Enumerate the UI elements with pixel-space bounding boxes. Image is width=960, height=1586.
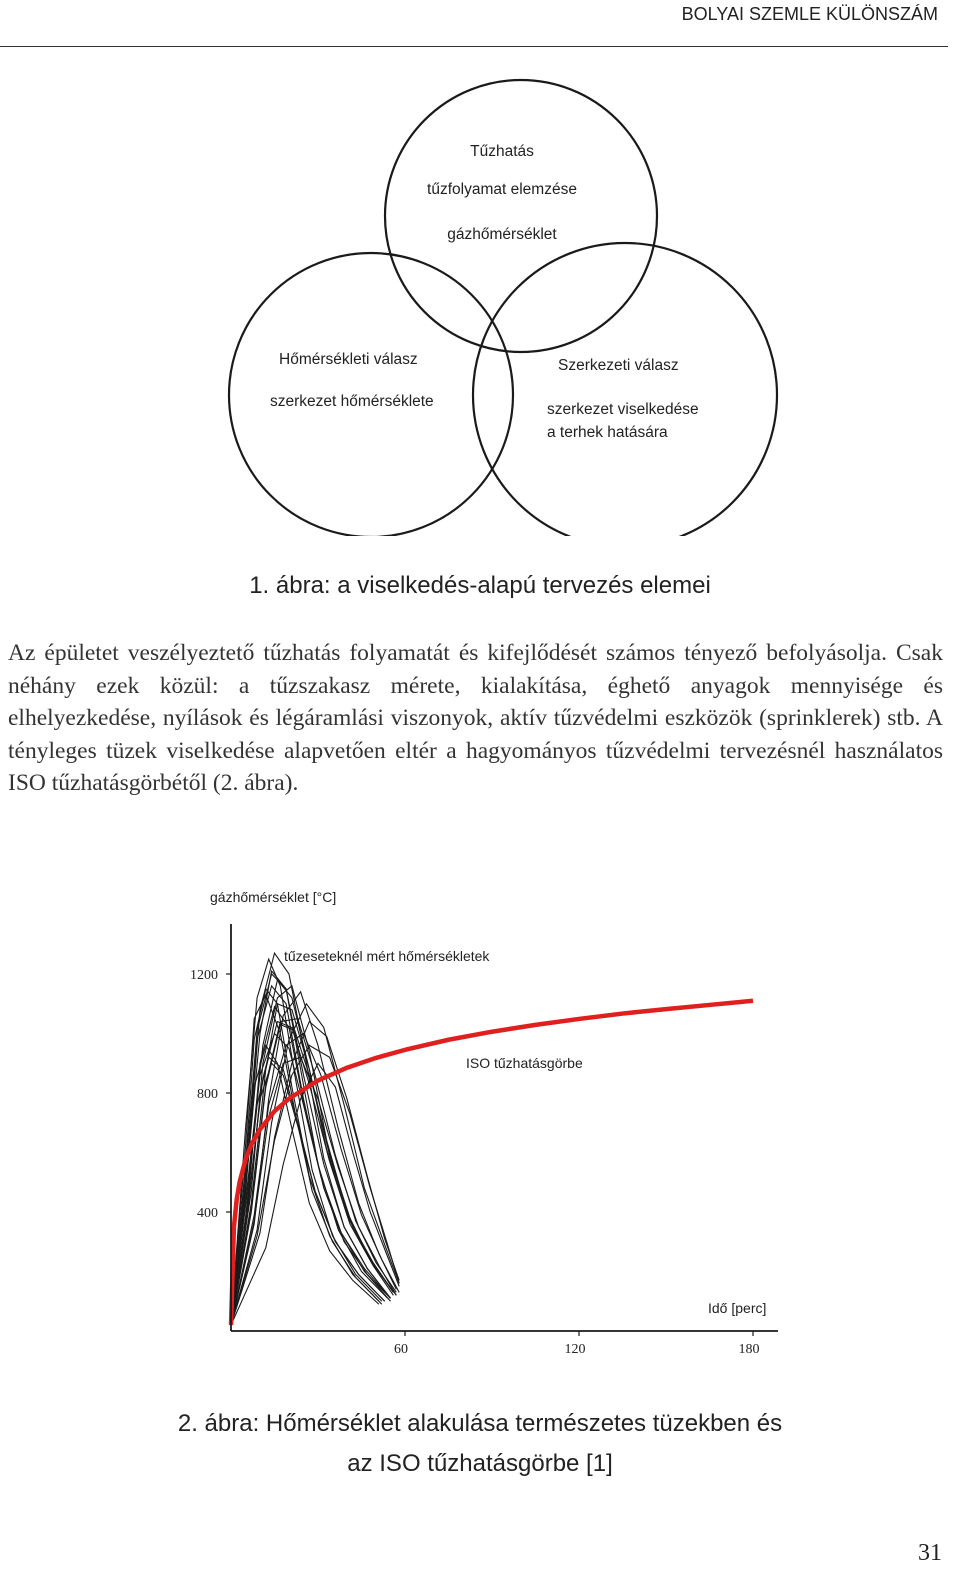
venn-circle-fire-action <box>385 80 657 352</box>
venn-top-line-3: gázhőmérséklet <box>447 226 557 243</box>
y-tick-label-800: 800 <box>197 1087 218 1102</box>
x-tick-label-180: 180 <box>738 1342 760 1357</box>
running-title: BOLYAI SZEMLE KÜLÖNSZÁM <box>681 4 938 24</box>
venn-left-line-2: szerkezet hőmérséklete <box>270 393 434 410</box>
venn-right-line-3: a terhek hatására <box>547 424 668 441</box>
x-axis-label: Idő [perc] <box>708 1300 767 1316</box>
venn-circle-structural-response <box>473 243 777 536</box>
venn-top-title: Tűzhatás <box>470 143 534 160</box>
page-number: 31 <box>918 1540 942 1566</box>
figure-2-caption <box>0 1404 960 1484</box>
measured-curve-24 <box>231 1045 399 1325</box>
body-paragraph: Az épületet veszélyeztető tűzhatás folyamatát és kifejlődését számos tényező befolyásolja. Csak néhány ezek közül: a tűzszakasz mérete, kialakítása, éghető anyagok mennyisége és elhelyezkedése, nyílások és légáramlási viszonyok, aktív tűzvédelmi eszközök (sprinklerek) stb. A tényleges tüzek viselkedése alapvetően eltér a hagyományos tűzvédelmi tervezésnél használatos ISO tűzhatásgörbétől (2. ábra). <box>8 640 943 797</box>
venn-right-line-2: szerkezet viselkedése <box>547 401 699 418</box>
venn-top-line-2: tűzfolyamat elemzése <box>427 181 577 198</box>
y-tick-label-1200: 1200 <box>190 968 218 983</box>
x-tick-label-60: 60 <box>394 1342 408 1357</box>
y-axis-label: gázhőmérséklet [°C] <box>210 889 337 905</box>
iso-curve-annotation: ISO tűzhatásgörbe <box>466 1055 583 1071</box>
axis-ticks-group <box>190 968 760 1357</box>
venn-left-title: Hőmérsékleti válasz <box>279 351 418 368</box>
page-header <box>0 0 948 47</box>
y-tick-label-400: 400 <box>197 1206 218 1221</box>
figure-1-caption: 1. ábra: a viselkedés-alapú tervezés elemei <box>249 572 711 599</box>
figure-2-caption-line-1: 2. ábra: Hőmérséklet alakulása természetes tüzekben és <box>177 1410 783 1437</box>
temperature-chart <box>170 876 790 1366</box>
figure-2-caption-line-2: az ISO tűzhatásgörbe [1] <box>347 1450 613 1477</box>
venn-diagram <box>220 76 780 536</box>
x-tick-label-120: 120 <box>564 1342 586 1357</box>
measured-curves-annotation: tűzeseteknél mért hőmérsékletek <box>284 948 490 964</box>
venn-right-title: Szerkezeti válasz <box>558 357 679 374</box>
